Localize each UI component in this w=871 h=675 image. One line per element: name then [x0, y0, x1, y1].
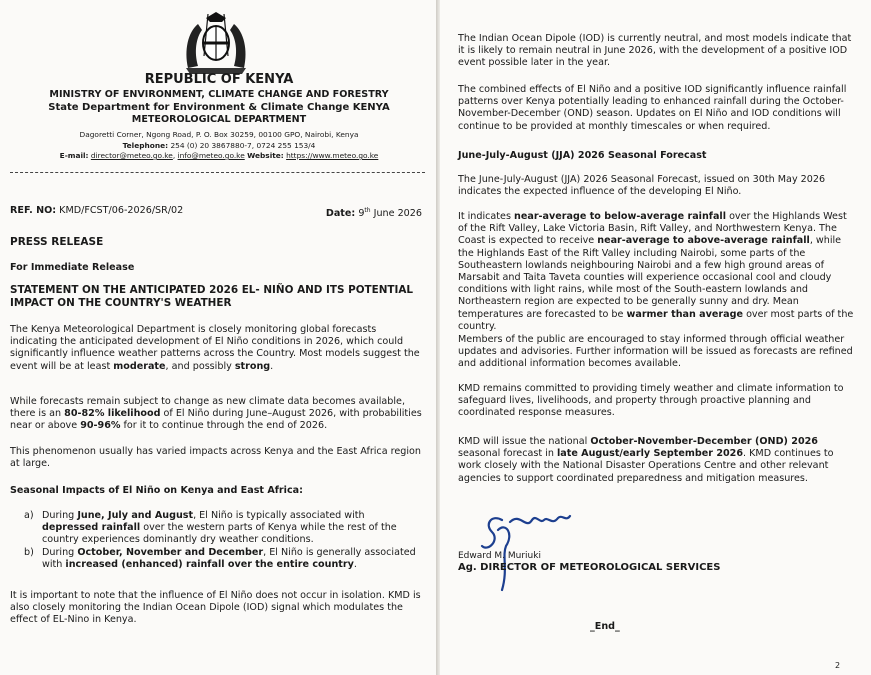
- paragraph-1: The Kenya Meteorological Department is closely monitoring global forecasts indicating the anticipated development of El Niño conditions in 2026, which could significantly influence weather patterns across the Country. Most models suggest the event will be at least moderate, and possibly strong.: [10, 324, 420, 372]
- immediate-release: For Immediate Release: [10, 262, 135, 273]
- telephone-label: Telephone:: [122, 140, 169, 150]
- paragraph-4: It is important to note that the influence of El Niño does not occur in isolation. KMD is also closely monitoring the Indian Ocean Dipole (IOD) signal which modulates the effect of EL-Nino in Kenya.: [10, 590, 421, 626]
- contact-block: Dagoretti Corner, Ngong Road, P. O. Box 30259, 00100 GPO, Nairobi, Kenya Telephone: 254 (0) 20 3867880-7, 0724 255 153/4 E-mail: director@meteo.go.ke, info@meteo.go.ke Website: https://www.meteo.go.ke: [0, 130, 438, 162]
- date-value: June 2026: [373, 208, 422, 220]
- signatory-title: Ag. DIRECTOR OF METEOROLOGICAL SERVICES: [458, 562, 721, 573]
- ministry-block: [0, 89, 438, 127]
- reference-line: REF. NO: KMD/FCST/06-2026/SR/02 Date: 9th June 2026: [10, 205, 422, 220]
- page-number: 2: [835, 661, 841, 670]
- postal-address: Dagoretti Corner, Ngong Road, P. O. Box 30259, 00100 GPO, Nairobi, Kenya: [79, 130, 359, 139]
- paragraph-2: While forecasts remain subject to change as new climate data becomes available, there is an 80-82% likelihood of El Niño during June–August 2026, with probabilities near or above 90-96% for it to continue through the end of 2026.: [10, 396, 422, 432]
- state-department: State Department for Environment & Climate Change KENYA: [48, 101, 390, 113]
- impacts-heading: Seasonal Impacts of El Niño on Kenya and East Africa:: [10, 485, 303, 496]
- public-advisory-paragraph: Members of the public are encouraged to stay informed through official weather updates and advisories. Further information will be issued as forecasts are refined and additional information becomes available.: [458, 334, 853, 370]
- website-link[interactable]: https://www.meteo.go.ke: [286, 151, 379, 160]
- iod-paragraph: The Indian Ocean Dipole (IOD) is currently neutral, and most models indicate that it is likely to remain neutral in June 2026, with the development of a positive IOD event possible later in the year.: [458, 33, 852, 69]
- jja-intro-paragraph: The June-July-August (JJA) 2026 Seasonal Forecast, issued on 30th May 2026 indicates the expected influence of the developing El Niño.: [458, 174, 826, 198]
- ond-paragraph: KMD will issue the national October-November-December (OND) 2026 seasonal forecast in late August/early September 2026. KMD continues to work closely with the National Disaster Operations Centre and other relevant agencies to support coordinated preparedness and mitigation measures.: [458, 436, 834, 484]
- header-divider: [10, 172, 425, 173]
- impact-item-b: b) During October, November and December, El Niño is generally associated with increased (enhanced) rainfall over the entire country.: [24, 547, 416, 571]
- combined-effects-paragraph: The combined effects of El Niño and a positive IOD significantly influence rainfall patterns over Kenya potentially leading to enhanced rainfall during the October-November-December (OND) season. Updates on El Niño and IOD conditions will continue to be provided at monthly timescales or when required.: [458, 84, 847, 132]
- paragraph-3: This phenomenon usually has varied impacts across Kenya and the East Africa region at large.: [10, 446, 421, 470]
- ministry-name: MINISTRY OF ENVIRONMENT, CLIMATE CHANGE AND FORESTRY: [49, 89, 389, 100]
- press-release-heading: PRESS RELEASE: [10, 236, 104, 248]
- signatory-name: Edward M. Muriuki: [458, 551, 541, 561]
- country-title: REPUBLIC OF KENYA: [144, 72, 294, 87]
- kenya-coat-of-arms-icon: [176, 10, 256, 76]
- jja-forecast-paragraph: It indicates near-average to below-average rainfall over the Highlands West of the Rift Valley, Lake Victoria Basin, Rift Valley, and Northwestern Kenya. The Coast is expected to receive near-average to above-average rainfall, while the Highlands East of the Rift Valley including Nairobi, some parts of the Southeastern lowlands neighbouring Nairobi and a few high ground areas of Marsabit and Taita Taveta counties will experience occasional cool and cloudy conditions with light rains, while most of the South-eastern lowlands and Northeastern region are expected to be generally sunny and dry. Mean temperatures are forecasted to be warmer than average over most parts of the country.: [458, 211, 854, 332]
- jja-heading: June-July-August (JJA) 2026 Seasonal Forecast: [458, 150, 707, 161]
- email-label: E-mail:: [59, 151, 89, 160]
- ref-value: KMD/FCST/06-2026/SR/02: [59, 205, 184, 216]
- statement-title: STATEMENT ON THE ANTICIPATED 2026 EL- NIÑO AND ITS POTENTIAL IMPACT ON THE COUNTRY'S WEATHER: [10, 284, 414, 309]
- end-marker: _End_: [590, 621, 620, 632]
- impact-item-a: a) During June, July and August, El Niño is typically associated with depressed rainfall over the western parts of Kenya while the rest of the country experiences dominantly dry weather conditions.: [24, 510, 397, 546]
- page-right: [440, 0, 871, 675]
- commitment-paragraph: KMD remains committed to providing timely weather and climate information to safeguard lives, livelihoods, and property through proactive planning and coordinated response measures.: [458, 383, 844, 419]
- email-link-info[interactable]: info@meteo.go.ke: [177, 151, 245, 160]
- department-name: METEOROLOGICAL DEPARTMENT: [131, 114, 307, 125]
- telephone-value: 254 (0) 20 3867880-7, 0724 255 153/4: [170, 140, 316, 150]
- ref-label: REF. NO:: [10, 205, 57, 216]
- date-label: Date:: [325, 208, 356, 220]
- website-label: Website:: [247, 151, 284, 160]
- email-link-director[interactable]: director@meteo.go.ke: [90, 151, 173, 160]
